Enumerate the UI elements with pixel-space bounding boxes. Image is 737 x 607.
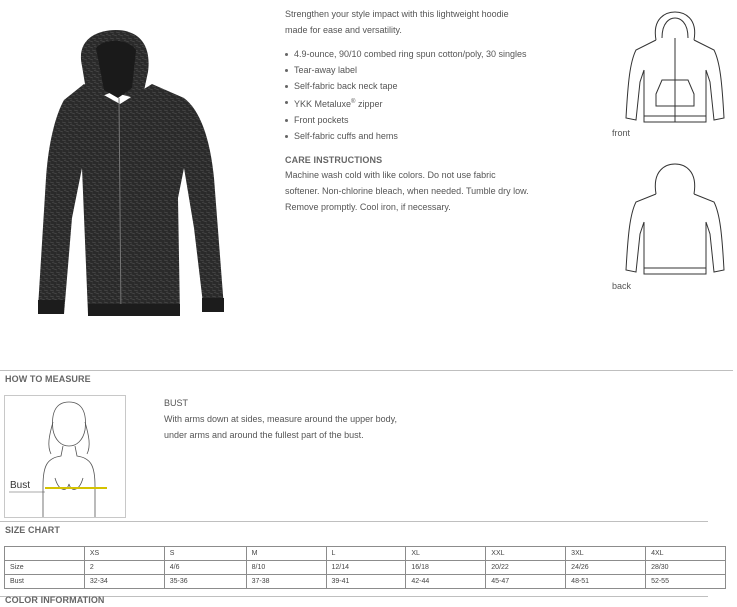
registered-mark: ® [351,99,356,105]
header-corner [5,547,85,561]
bust-instruction-line: under arms and around the fullest part of the bust. [164,430,364,440]
product-description [285,6,605,38]
zipper-brand: YKK Metaluxe [294,99,352,109]
size-header: XL [406,547,486,561]
size-header: 3XL [566,547,646,561]
bust-instruction-line: With arms down at sides, measure around the upper body, [164,414,397,424]
zipper-word: zipper [355,99,383,109]
table-cell: 2 [84,561,164,575]
row-label: Size [5,561,85,575]
table-cell: 39-41 [326,575,406,589]
size-header: L [326,547,406,561]
care-line: Machine wash cold with like colors. Do not use fabric [285,170,496,180]
description-line: Strengthen your style impact with this lightweight hoodie [285,9,509,19]
care-line: Remove promptly. Cool iron, if necessary. [285,202,451,212]
feature-item [285,94,605,112]
table-cell: 48-51 [566,575,646,589]
size-header: M [246,547,326,561]
back-view-drawing [622,164,728,278]
size-chart-heading: SIZE CHART [5,525,60,535]
table-cell: 28/30 [646,561,726,575]
color-information-heading [5,595,105,605]
section-divider [0,596,708,597]
care-instructions [285,167,605,215]
feature-list [285,46,605,144]
table-cell: 35-36 [164,575,246,589]
table-cell: 24/26 [566,561,646,575]
table-cell: 20/22 [486,561,566,575]
bust-title: BUST [164,398,189,408]
front-view-label: front [612,128,631,138]
table-cell: 8/10 [246,561,326,575]
table-cell: 32-34 [84,575,164,589]
size-header: S [164,547,246,561]
table-cell: 12/14 [326,561,406,575]
table-cell: 16/18 [406,561,486,575]
color-information-text: COLOR INFORMATION [5,595,105,605]
care-line: softener. Non-chlorine bleach, when needed. Tumble dry low. [285,186,529,196]
bust-measure-figure [4,395,126,518]
size-header: XS [84,547,164,561]
front-view-drawing [622,10,728,128]
table-cell: 45-47 [486,575,566,589]
table-cell: 4/6 [164,561,246,575]
table-cell: 37-38 [246,575,326,589]
size-header: 4XL [646,547,726,561]
bust-instructions [164,411,524,443]
section-divider [0,521,708,522]
table-cell: 52-55 [646,575,726,589]
table-cell: 42-44 [406,575,486,589]
table-row [5,575,726,589]
hoodie-product-photo [24,28,230,326]
feature-item: Self-fabric back neck tape [285,78,605,94]
feature-item: Self-fabric cuffs and hems [285,128,605,144]
back-view-label: back [612,281,632,291]
feature-item: Tear-away label [285,62,605,78]
size-chart-table [4,546,726,589]
section-divider [0,370,733,371]
feature-item: 4.9-ounce, 90/10 combed ring spun cotton/poly, 30 singles [285,46,605,62]
table-row [5,561,726,575]
size-header: XXL [486,547,566,561]
care-heading: CARE INSTRUCTIONS [285,155,383,165]
figure-outline [5,396,125,517]
feature-item: Front pockets [285,112,605,128]
row-label: Bust [5,575,85,589]
bust-figure-label: Bust [10,480,31,491]
size-header-row [5,547,726,561]
how-to-measure-heading: HOW TO MEASURE [5,374,91,384]
description-line: made for ease and versatility. [285,25,402,35]
